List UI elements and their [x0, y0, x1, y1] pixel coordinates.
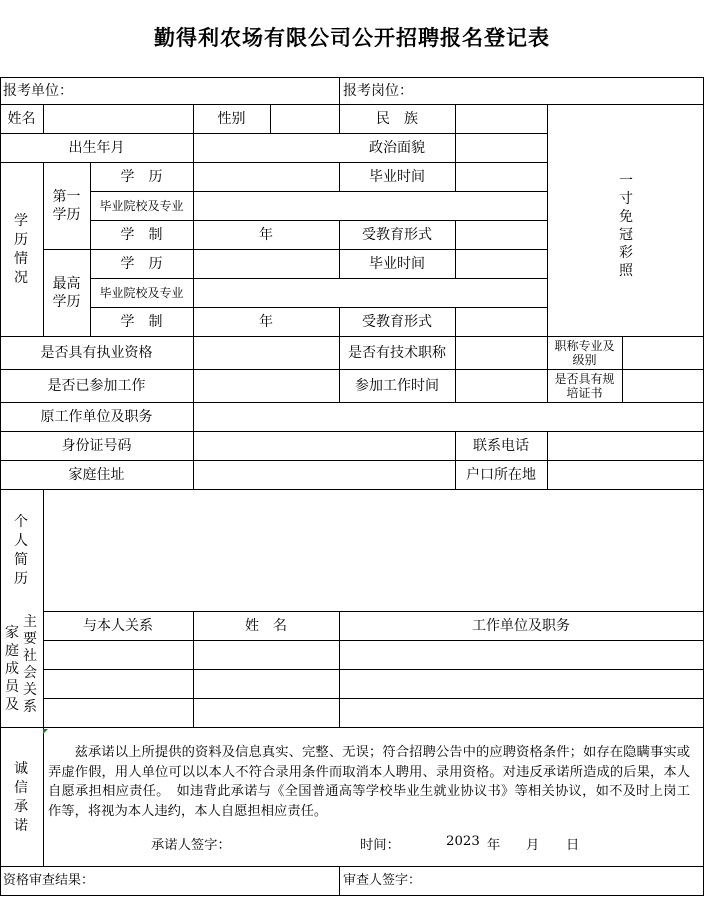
- pledge-text: 兹承诺以上所提供的资料及信息真实、完整、无误；符合招聘公告中的应聘资格条件；如存在隐瞒事实或弄虚作假，用人单位可以以本人不符合录用条件而取消本人聘用、录用资格。对违反承诺所造成的后果，本人自愿承担相应责任。 如违背此承诺与《全国普通高等学校毕业生就业协议书》等相关协议，如不及时上岗工作等，将视为本人违约，本人自愿担相应责任。: [48, 745, 690, 819]
- id-number-label: 身份证号码: [61, 437, 132, 454]
- highest-grad-time-label: 毕业时间: [369, 255, 425, 272]
- family-work-cell[interactable]: [340, 641, 703, 669]
- reviewer-sign-label: 审查人签字：: [343, 873, 422, 888]
- form-title: 勤得利农场有限公司公开招聘报名登记表: [154, 26, 550, 50]
- tech-title-label: 是否有技术职称: [348, 344, 446, 361]
- highest-edu-form-field[interactable]: [456, 308, 547, 336]
- pledge-month-char: 月: [526, 838, 540, 853]
- apply-unit-label: 报考单位：: [3, 83, 73, 99]
- highest-edu-form-label: 受教育形式: [362, 313, 432, 330]
- signer-label: 承诺人签字：: [151, 838, 231, 853]
- highest-degree-field[interactable]: [194, 250, 339, 278]
- hukou-label: 户口所在地: [466, 466, 536, 483]
- first-degree-field[interactable]: [194, 163, 339, 191]
- highest-school-major-label: 毕业院校及专业: [99, 285, 184, 300]
- family-work-header: 工作单位及职务: [472, 617, 570, 634]
- ethnicity-field[interactable]: [456, 105, 547, 133]
- hukou-field[interactable]: [548, 461, 703, 489]
- first-edu-form-label: 受教育形式: [362, 226, 432, 243]
- family-relation-cell[interactable]: [44, 670, 193, 698]
- title-major-level-label: 职称专业及级别: [554, 338, 615, 367]
- political-field[interactable]: [456, 134, 547, 162]
- social-relations-label: 主要社会关系: [23, 614, 37, 715]
- ethnicity-label: 民 族: [376, 110, 418, 127]
- address-label: 家庭住址: [68, 466, 125, 483]
- family-name-cell[interactable]: [194, 641, 339, 669]
- family-name-cell[interactable]: [194, 670, 339, 698]
- highest-degree-type-label: 学 历: [120, 255, 163, 272]
- family-work-cell[interactable]: [340, 670, 703, 698]
- family-relation-cell[interactable]: [44, 699, 193, 727]
- first-grad-time-label: 毕业时间: [369, 168, 425, 185]
- first-degree-label: 第一学历: [52, 188, 81, 223]
- phone-field[interactable]: [548, 432, 703, 460]
- first-degree-type-label: 学 历: [120, 168, 163, 185]
- highest-schooling-year-unit[interactable]: 年: [259, 313, 273, 330]
- pledge-year-char: 年: [487, 838, 501, 853]
- employed-field[interactable]: [194, 370, 339, 402]
- phone-label: 联系电话: [473, 437, 529, 454]
- resume-label: 个人简历: [14, 514, 28, 587]
- license-label: 是否具有执业资格: [40, 344, 153, 361]
- cell-marker-icon: [43, 729, 48, 734]
- name-field[interactable]: [44, 105, 193, 133]
- pledge-year: 2023: [446, 834, 480, 849]
- pledge-label: 诚信承诺: [14, 761, 28, 834]
- family-work-cell[interactable]: [340, 699, 703, 727]
- family-name-header: 姓 名: [245, 617, 287, 634]
- address-field[interactable]: [194, 461, 455, 489]
- training-cert-label: 是否具有规培证书: [554, 371, 615, 400]
- family-name-cell[interactable]: [194, 699, 339, 727]
- highest-degree-label: 最高学历: [52, 275, 81, 310]
- name-label: 姓名: [7, 110, 36, 127]
- license-field[interactable]: [194, 337, 339, 369]
- resume-field[interactable]: [44, 490, 703, 611]
- highest-grad-time-field[interactable]: [456, 250, 547, 278]
- family-relation-cell[interactable]: [44, 641, 193, 669]
- review-result-label: 资格审查结果：: [3, 873, 95, 888]
- photo-placeholder[interactable]: 一寸免冠彩照: [619, 173, 633, 279]
- first-schooling-year-unit[interactable]: 年: [259, 226, 273, 243]
- gender-label: 性别: [217, 110, 246, 127]
- first-school-major-label: 毕业院校及专业: [99, 198, 184, 213]
- prev-unit-label: 原工作单位及职务: [40, 408, 153, 425]
- highest-schooling-label: 学 制: [120, 313, 163, 330]
- family-relation-header: 与本人关系: [83, 617, 153, 634]
- training-cert-field[interactable]: [623, 370, 703, 402]
- highest-school-major-field[interactable]: [194, 279, 547, 307]
- time-label: 时间：: [360, 838, 400, 853]
- work-start-field[interactable]: [456, 370, 547, 402]
- first-school-major-field[interactable]: [194, 192, 547, 220]
- first-schooling-label: 学 制: [120, 226, 163, 243]
- pledge-day-char: 日: [566, 838, 580, 853]
- gender-field[interactable]: [271, 105, 339, 133]
- tech-title-field[interactable]: [456, 337, 547, 369]
- birth-field[interactable]: [194, 134, 339, 162]
- prev-unit-field[interactable]: [194, 403, 703, 431]
- birth-label: 出生年月: [68, 139, 125, 156]
- political-label: 政治面貌: [369, 139, 425, 156]
- education-section-label: 学历情况: [14, 213, 28, 286]
- family-label: 家庭成员及: [5, 625, 19, 713]
- title-major-level-field[interactable]: [623, 337, 703, 369]
- first-edu-form-field[interactable]: [456, 221, 547, 249]
- work-start-label: 参加工作时间: [355, 377, 439, 394]
- first-grad-time-field[interactable]: [456, 163, 547, 191]
- employed-label: 是否已参加工作: [47, 377, 146, 394]
- apply-position-label: 报考岗位：: [343, 83, 413, 99]
- id-number-field[interactable]: [194, 432, 455, 460]
